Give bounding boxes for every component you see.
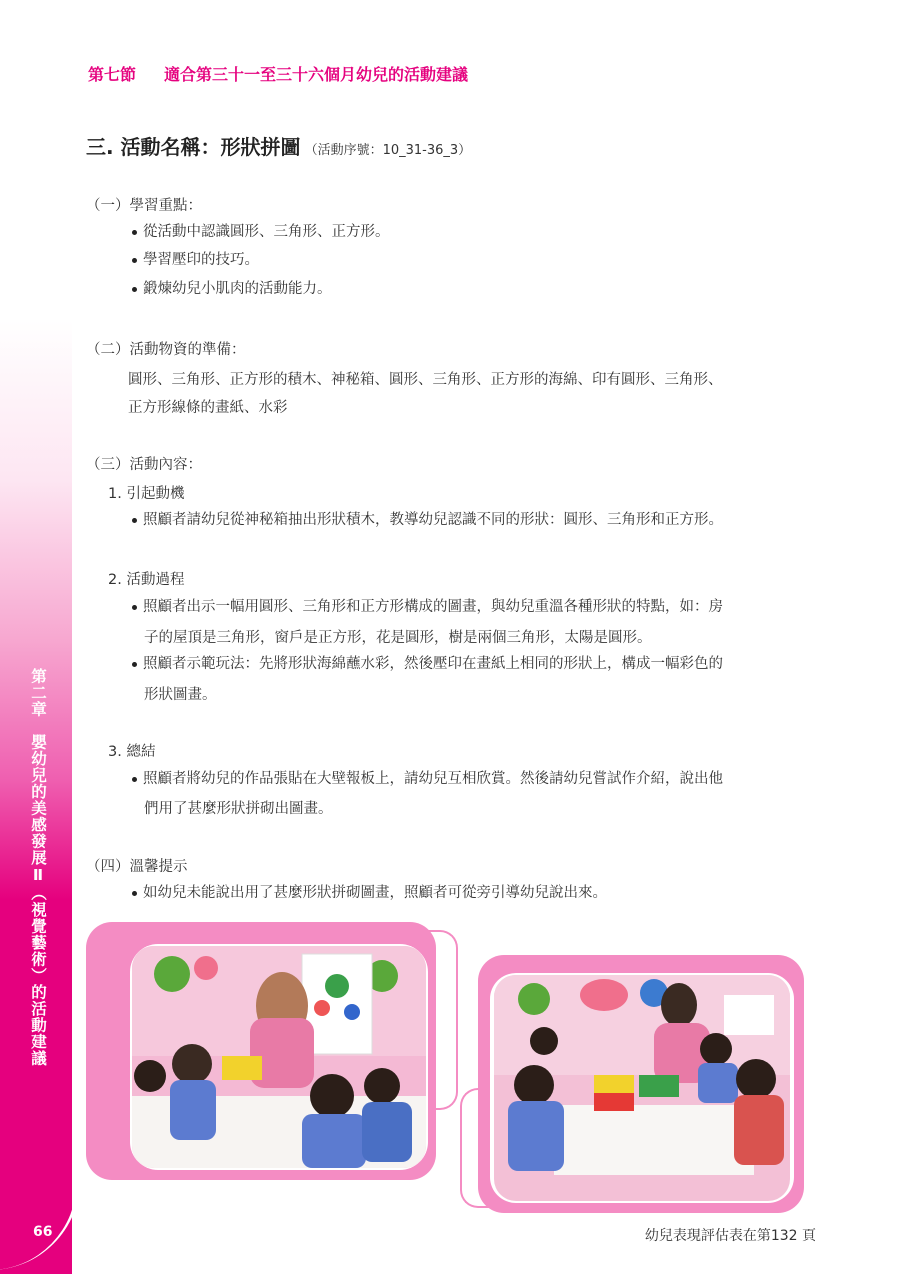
bullet-dot xyxy=(132,662,137,667)
step1-bullet xyxy=(132,506,723,534)
step3-text: 照顧者將幼兒的作品張貼在大壁報板上，請幼兒互相欣賞。然後請幼兒嘗試作介紹，說出他 xyxy=(143,771,723,787)
assessment-reference: 幼兒表現評估表在第132 頁 xyxy=(644,1228,816,1244)
section-title: 適合第三十一至三十六個月幼兒的活動建議 xyxy=(164,65,469,84)
classroom-photo-1 xyxy=(132,946,426,1168)
materials-line: 圓形、三角形、正方形的積木、神秘箱、圓形、三角形、正方形的海綿、印有圓形、三角形、 xyxy=(128,372,723,388)
chapter-title-vertical: 第二章 嬰幼兒的美感發展Ⅱ（視覺藝術）的活動建議 xyxy=(29,668,47,1067)
activity-name: 三. 活動名稱：形狀拼圖 xyxy=(86,135,301,159)
learning-heading: （一）學習重點： xyxy=(86,198,202,214)
step2-text: 照顧者示範玩法：先將形狀海綿蘸水彩，然後壓印在畫紙上相同的形狀上，構成一幅彩色的 xyxy=(143,656,723,672)
step2-text-cont: 子的屋頂是三角形，窗戶是正方形，花是圓形，樹是兩個三角形，太陽是圓形。 xyxy=(144,630,652,646)
step2-text: 照顧者出示一幅用圓形、三角形和正方形構成的圖畫，與幼兒重溫各種形狀的特點，如：房 xyxy=(143,599,723,615)
materials-line: 正方形線條的畫紙、水彩 xyxy=(128,400,288,416)
step1-label: 1. 引起動機 xyxy=(108,486,185,502)
tips-heading: （四）溫馨提示 xyxy=(86,859,188,875)
bullet-dot xyxy=(132,230,137,235)
step2-bullet xyxy=(132,593,723,621)
bullet-dot xyxy=(132,891,137,896)
learning-item-text: 從活動中認識圓形、三角形、正方形。 xyxy=(143,224,390,240)
step1-text: 照顧者請幼兒從神秘箱抽出形狀積木，教導幼兒認識不同的形狀：圓形、三角形和正方形。 xyxy=(143,512,723,528)
learning-item xyxy=(132,246,259,274)
bullet-dot xyxy=(132,605,137,610)
bullet-dot xyxy=(132,258,137,263)
activity-title xyxy=(86,131,471,160)
step3-label: 3. 總結 xyxy=(108,744,156,760)
learning-item xyxy=(132,275,332,303)
activity-serial: （活動序號：10_31-36_3） xyxy=(304,143,472,158)
tips-bullet xyxy=(132,879,607,907)
page-number: 66 xyxy=(33,1224,53,1240)
tips-text: 如幼兒未能說出用了甚麼形狀拼砌圖畫，照顧者可從旁引導幼兒說出來。 xyxy=(143,885,607,901)
step3-bullet xyxy=(132,765,723,793)
section-header xyxy=(88,62,468,85)
materials-heading: （二）活動物資的準備： xyxy=(86,342,246,358)
section-number: 第七節 xyxy=(88,65,137,84)
content-heading: （三）活動內容： xyxy=(86,457,202,473)
classroom-photo-2 xyxy=(494,975,790,1201)
photo-frame-1 xyxy=(86,922,436,1180)
step2-label: 2. 活動過程 xyxy=(108,572,185,588)
learning-item-text: 學習壓印的技巧。 xyxy=(143,252,259,268)
learning-item xyxy=(132,218,390,246)
bullet-dot xyxy=(132,777,137,782)
step2-bullet xyxy=(132,650,723,678)
bullet-dot xyxy=(132,518,137,523)
step3-text-cont: 們用了甚麼形狀拼砌出圖畫。 xyxy=(144,801,333,817)
step2-text-cont: 形狀圖畫。 xyxy=(144,687,217,703)
learning-item-text: 鍛煉幼兒小肌肉的活動能力。 xyxy=(143,281,332,297)
bullet-dot xyxy=(132,287,137,292)
photo-frame-2 xyxy=(478,955,804,1213)
